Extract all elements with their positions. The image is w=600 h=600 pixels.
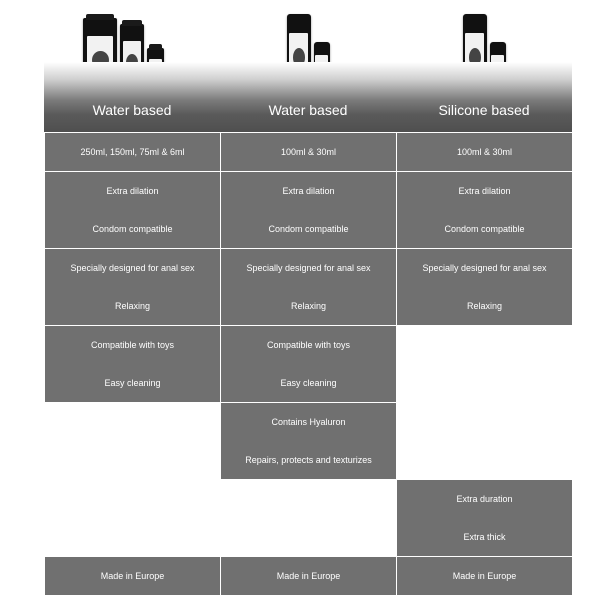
feature-cell: 100ml & 30ml xyxy=(221,133,396,171)
column-title-1: Water based xyxy=(92,102,172,118)
feature-cell: Extra thick xyxy=(397,518,572,556)
feature-cell: Specially designed for anal sex xyxy=(397,249,572,287)
feature-cell: Condom compatible xyxy=(45,210,220,248)
footer-cell: Made in Europe xyxy=(221,557,396,595)
column-title-2: Water based xyxy=(268,102,348,118)
feature-cell: Extra dilation xyxy=(397,172,572,210)
feature-cell: Condom compatible xyxy=(397,210,572,248)
feature-cell: Repairs, protects and texturizes xyxy=(221,441,396,479)
feature-cell: Easy cleaning xyxy=(221,364,396,402)
feature-cell: 100ml & 30ml xyxy=(397,133,572,171)
footer-cell: Made in Europe xyxy=(397,557,572,595)
feature-cell: Specially designed for anal sex xyxy=(221,249,396,287)
feature-cell: Condom compatible xyxy=(221,210,396,248)
feature-cell: Relaxing xyxy=(221,287,396,325)
footer-cell: Made in Europe xyxy=(45,557,220,595)
feature-cell: Relaxing xyxy=(45,287,220,325)
feature-cell: Relaxing xyxy=(397,287,572,325)
feature-cell: Extra dilation xyxy=(45,172,220,210)
feature-cell: Contains Hyaluron xyxy=(221,403,396,441)
feature-cell: Easy cleaning xyxy=(45,364,220,402)
feature-cell: Specially designed for anal sex xyxy=(45,249,220,287)
feature-cell: 250ml, 150ml, 75ml & 6ml xyxy=(45,133,220,171)
feature-cell: Extra dilation xyxy=(221,172,396,210)
comparison-header xyxy=(44,62,572,132)
feature-cell: Compatible with toys xyxy=(45,326,220,364)
feature-cell: Compatible with toys xyxy=(221,326,396,364)
column-title-3: Silicone based xyxy=(438,102,530,118)
feature-cell: Extra duration xyxy=(397,480,572,518)
